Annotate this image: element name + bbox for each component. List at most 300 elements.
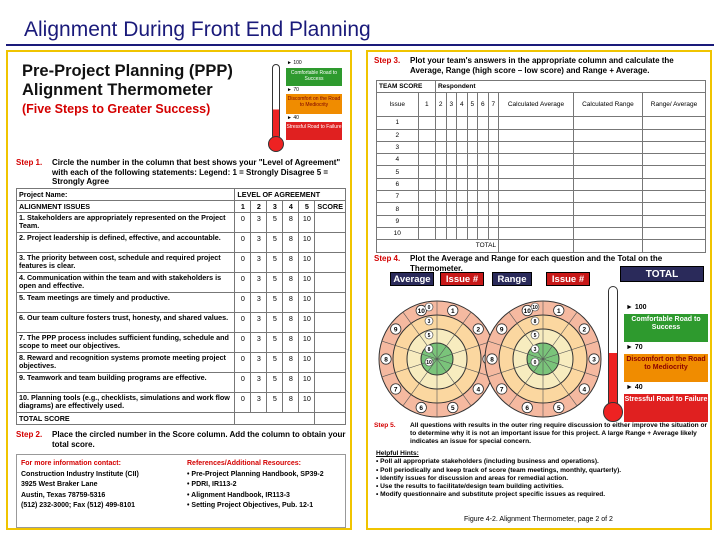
agreement-value[interactable]: 10 [299, 293, 315, 313]
agreement-value[interactable]: 10 [299, 353, 315, 373]
score-entry[interactable] [488, 154, 499, 166]
agreement-value[interactable]: 0 [235, 313, 251, 333]
mini-thermo-tick-70: ► 70 [287, 87, 299, 93]
score-entry[interactable] [643, 215, 706, 227]
score-cell[interactable] [315, 313, 346, 333]
score-entry[interactable] [446, 227, 457, 239]
issue-text: 3. The priority between cost, schedule and required project features is clear. [17, 253, 235, 273]
issues-header: ALIGNMENT ISSUES [17, 201, 235, 213]
agreement-value[interactable]: 8 [283, 313, 299, 333]
agreement-value[interactable]: 3 [251, 253, 267, 273]
score-entry[interactable] [488, 215, 499, 227]
mini-thermometer [264, 60, 342, 156]
score-entry[interactable] [467, 117, 478, 129]
issue-row [17, 293, 346, 313]
score-entry[interactable] [499, 129, 574, 141]
agreement-value[interactable]: 10 [299, 393, 315, 413]
slide-title: Alignment During Front End Planning [24, 18, 371, 41]
issue-marker-label: 8 [384, 356, 388, 364]
score-cell[interactable] [315, 393, 346, 413]
score-entry[interactable] [418, 129, 435, 141]
score-entry[interactable] [435, 191, 446, 203]
agreement-value[interactable]: 0 [235, 393, 251, 413]
score-entry[interactable] [478, 191, 489, 203]
score-entry[interactable] [499, 166, 574, 178]
score-entry[interactable] [435, 154, 446, 166]
score-row [377, 178, 706, 190]
agreement-value[interactable]: 3 [251, 213, 267, 233]
scale-marker-label: 10 [426, 360, 432, 366]
thermo-total-label: TOTAL [620, 266, 704, 282]
col-header: 4 [283, 201, 299, 213]
score-entry[interactable] [499, 203, 574, 215]
score-row-num: 5 [377, 166, 419, 178]
hint-item: • Use the results to facilitate/design team building activities. [376, 483, 564, 491]
score-cell[interactable] [315, 353, 346, 373]
agreement-value[interactable]: 0 [235, 253, 251, 273]
agreement-value[interactable]: 3 [251, 373, 267, 393]
score-row [377, 129, 706, 141]
agreement-value[interactable]: 3 [251, 353, 267, 373]
score-row [377, 203, 706, 215]
mini-thermo-tick-40: ► 40 [287, 115, 299, 121]
score-row [377, 154, 706, 166]
score-entry[interactable] [418, 215, 435, 227]
score-row [377, 166, 706, 178]
ppp-title-line1: Pre-Project Planning (PPP) [22, 62, 233, 80]
agreement-value[interactable]: 5 [267, 233, 283, 253]
references [187, 459, 345, 512]
score-entry[interactable] [418, 191, 435, 203]
issue-header: Issue [377, 93, 419, 117]
issue-marker-label: 7 [393, 386, 398, 394]
score-row-num: 6 [377, 178, 419, 190]
issue-row [17, 353, 346, 373]
issue-marker-label: 9 [499, 326, 504, 334]
score-entry[interactable] [418, 227, 435, 239]
issue-text: 5. Team meetings are timely and productive. [17, 293, 235, 313]
score-entry[interactable] [488, 191, 499, 203]
refs-head: References/Additional Resources: [187, 460, 301, 467]
score-entry[interactable] [457, 227, 468, 239]
score-entry[interactable] [478, 117, 489, 129]
figure-caption: Figure 4-2. Alignment Thermometer, page 2 of 2 [464, 516, 613, 523]
alignment-table [16, 188, 346, 425]
issue-marker-label: 5 [556, 404, 561, 412]
agreement-value[interactable]: 5 [267, 293, 283, 313]
step4-text: Plot the Average and Range for each question and the Total on the Thermometer. [410, 254, 663, 273]
score-entry[interactable] [446, 191, 457, 203]
score-entry[interactable] [467, 154, 478, 166]
agreement-value[interactable]: 8 [283, 273, 299, 293]
score-entry[interactable] [435, 203, 446, 215]
agreement-value[interactable]: 8 [283, 333, 299, 353]
score-total-cell[interactable] [573, 240, 642, 252]
step1-text: Circle the number in the column that best shows your "Level of Agreement" with each of the following statements: Legend: 1 = Strongly Disagree 5 = Strongly Agree [52, 158, 341, 186]
agreement-value[interactable]: 8 [283, 353, 299, 373]
step2 [16, 430, 346, 452]
agreement-value[interactable]: 3 [251, 293, 267, 313]
score-entry[interactable] [573, 203, 642, 215]
contact-head: For more information contact: [21, 460, 121, 467]
score-entry[interactable] [418, 178, 435, 190]
thermo-tick-70: ► 70 [626, 344, 643, 351]
title-divider [6, 44, 714, 46]
agreement-value[interactable]: 3 [251, 333, 267, 353]
agreement-value[interactable]: 0 [235, 213, 251, 233]
score-entry[interactable] [467, 141, 478, 153]
thermo-tick-40: ► 40 [626, 384, 643, 391]
contact-box [16, 454, 346, 528]
ppp-subtitle: (Five Steps to Greater Success) [22, 102, 211, 116]
step4 [374, 254, 708, 273]
score-entry[interactable] [446, 129, 457, 141]
scale-marker-label: 3 [427, 319, 431, 325]
agreement-value[interactable]: 3 [251, 313, 267, 333]
agreement-value[interactable]: 10 [299, 233, 315, 253]
score-entry[interactable] [573, 154, 642, 166]
score-entry[interactable] [467, 178, 478, 190]
step4-label: Step 4. [374, 254, 401, 263]
score-cell[interactable] [315, 293, 346, 313]
score-entry[interactable] [457, 141, 468, 153]
score-entry[interactable] [478, 166, 489, 178]
issue-text: 6. Our team culture fosters trust, honesty, and shared values. [17, 313, 235, 333]
score-entry[interactable] [467, 166, 478, 178]
score-entry[interactable] [643, 141, 706, 153]
agreement-value[interactable]: 0 [235, 233, 251, 253]
issue-marker-label: 4 [476, 386, 481, 394]
mini-thermo-stem [272, 64, 280, 140]
issue-text: 10. Planning tools (e.g., checklists, simulations and work flow diagrams) are effectively used. [17, 393, 235, 413]
score-entry[interactable] [418, 141, 435, 153]
score-entry[interactable] [643, 117, 706, 129]
score-entry[interactable] [446, 117, 457, 129]
respondent-label: Respondent [435, 81, 705, 93]
agreement-value[interactable]: 8 [283, 393, 299, 413]
agreement-value[interactable]: 5 [267, 273, 283, 293]
issue-legend-left: Issue # [440, 272, 484, 286]
score-entry[interactable] [478, 203, 489, 215]
page-left [6, 50, 352, 530]
issue-marker-label: 10 [417, 307, 425, 315]
step5-text: All questions with results in the outer ring require discussion to either improve the situation or to determine why it is not an important issue for this project. A large Range + Average likely indicates an issue for special concern. [410, 422, 708, 445]
issue-marker-label: 10 [523, 307, 531, 315]
respondent-col-header: 6 [478, 93, 489, 117]
issue-marker-label: 4 [582, 386, 587, 394]
score-entry[interactable] [446, 166, 457, 178]
average-legend: Average [390, 272, 434, 286]
contact-city: Austin, Texas 78759-5316 [21, 491, 106, 499]
score-entry[interactable] [573, 227, 642, 239]
score-entry[interactable] [457, 129, 468, 141]
score-row [377, 191, 706, 203]
team-score-table [376, 80, 706, 253]
agreement-value[interactable]: 0 [235, 353, 251, 373]
score-row [377, 141, 706, 153]
issue-marker-label: 7 [499, 386, 504, 394]
score-entry[interactable] [643, 178, 706, 190]
score-entry[interactable] [499, 227, 574, 239]
scale-marker-label: 8 [427, 347, 431, 353]
score-entry[interactable] [573, 178, 642, 190]
score-entry[interactable] [435, 117, 446, 129]
contact-org: Construction Industry Institute (CII) [21, 470, 139, 478]
score-row-num: 4 [377, 154, 419, 166]
issue-text: 4. Communication within the team and with stakeholders is open and effective. [17, 273, 235, 293]
agreement-value[interactable]: 0 [235, 293, 251, 313]
score-entry[interactable] [446, 154, 457, 166]
page-right [366, 50, 712, 530]
range-legend: Range [492, 272, 532, 286]
score-entry[interactable] [418, 203, 435, 215]
score-entry[interactable] [643, 154, 706, 166]
issue-marker-label: 2 [476, 326, 481, 334]
score-entry[interactable] [573, 166, 642, 178]
issue-text: 7. The PPP process includes sufficient funding, schedule and scope to meet our objectives. [17, 333, 235, 353]
score-cell[interactable] [315, 373, 346, 393]
issue-text: 8. Reward and recognition systems promote meeting project objectives. [17, 353, 235, 373]
agreement-value[interactable]: 0 [235, 273, 251, 293]
score-entry[interactable] [457, 178, 468, 190]
issue-rows [17, 213, 346, 413]
score-entry[interactable] [467, 227, 478, 239]
issue-marker-label: 6 [525, 404, 530, 412]
project-name-label[interactable]: Project Name: [17, 189, 235, 201]
calc-col-header: Calculated Range [573, 93, 642, 117]
col-header: 2 [251, 201, 267, 213]
score-entry[interactable] [478, 141, 489, 153]
score-row-num: 3 [377, 141, 419, 153]
score-entry[interactable] [478, 227, 489, 239]
score-entry[interactable] [478, 215, 489, 227]
score-entry[interactable] [573, 141, 642, 153]
thermo-seg-green: Comfortable Road to Success [624, 314, 708, 342]
ppp-title-line2: Alignment Thermometer [22, 81, 213, 99]
thermo-seg-red: Stressful Road to Failure [624, 394, 708, 422]
score-entry[interactable] [488, 166, 499, 178]
agreement-value[interactable]: 3 [251, 393, 267, 413]
score-row-num: 7 [377, 191, 419, 203]
score-entry[interactable] [478, 178, 489, 190]
score-entry[interactable] [478, 154, 489, 166]
score-entry[interactable] [418, 117, 435, 129]
hint-item: • Identify issues for discussion and areas for remedial action. [376, 474, 569, 482]
score-entry[interactable] [435, 178, 446, 190]
score-cell[interactable] [315, 253, 346, 273]
issue-row [17, 233, 346, 253]
score-total-cell[interactable] [643, 240, 706, 252]
scale-marker-label: 5 [427, 333, 431, 339]
score-entry[interactable] [457, 215, 468, 227]
score-entry[interactable] [643, 191, 706, 203]
col-header: 1 [235, 201, 251, 213]
step1 [16, 158, 346, 186]
score-cell[interactable] [315, 213, 346, 233]
score-entry[interactable] [457, 191, 468, 203]
step3 [374, 56, 708, 78]
score-row-num: 9 [377, 215, 419, 227]
agreement-value[interactable]: 10 [299, 253, 315, 273]
score-entry[interactable] [435, 215, 446, 227]
hint-item: • Modify questionnaire and substitute project specific issues as required. [376, 491, 606, 499]
score-entry[interactable] [643, 166, 706, 178]
score-entry[interactable] [467, 203, 478, 215]
score-entry[interactable] [499, 117, 574, 129]
agreement-value[interactable]: 5 [267, 393, 283, 413]
score-row [377, 215, 706, 227]
score-entry[interactable] [499, 191, 574, 203]
score-total-label: TOTAL [377, 240, 499, 252]
respondent-col-header: 7 [488, 93, 499, 117]
score-entry[interactable] [499, 141, 574, 153]
calc-col-header: Calculated Average [499, 93, 574, 117]
agreement-value[interactable]: 10 [299, 333, 315, 353]
agreement-value[interactable]: 5 [267, 353, 283, 373]
score-entry[interactable] [418, 154, 435, 166]
issue-marker-label: 1 [450, 307, 455, 315]
score-entry[interactable] [488, 227, 499, 239]
score-entry[interactable] [488, 203, 499, 215]
agreement-value[interactable]: 10 [299, 273, 315, 293]
score-entry[interactable] [573, 191, 642, 203]
score-entry[interactable] [457, 154, 468, 166]
score-header: SCORE [315, 201, 346, 213]
score-entry[interactable] [446, 215, 457, 227]
agreement-value[interactable]: 3 [251, 273, 267, 293]
team-score-label: TEAM SCORE [377, 81, 436, 93]
score-entry[interactable] [446, 178, 457, 190]
agreement-value[interactable]: 10 [299, 373, 315, 393]
thermo-tick-100: ► 100 [626, 304, 647, 311]
agreement-value[interactable]: 8 [283, 293, 299, 313]
scale-marker-label: 8 [533, 319, 537, 325]
score-row [377, 117, 706, 129]
agreement-value[interactable]: 8 [283, 253, 299, 273]
score-entry[interactable] [499, 178, 574, 190]
agreement-value[interactable]: 8 [283, 233, 299, 253]
ref-item: • Setting Project Objectives, Pub. 12-1 [187, 502, 314, 509]
score-row-num: 2 [377, 129, 419, 141]
agreement-value[interactable]: 10 [299, 213, 315, 233]
level-header: LEVEL OF AGREEMENT [235, 189, 346, 201]
issue-marker-label: 3 [592, 356, 596, 364]
scale-marker-label: 3 [533, 347, 537, 353]
step2-label: Step 2. [16, 430, 43, 439]
issue-marker-label: 2 [582, 326, 587, 334]
score-entry[interactable] [467, 215, 478, 227]
issue-row [17, 213, 346, 233]
score-total-cell[interactable] [499, 240, 574, 252]
mini-thermo-seg-orange: Discomfort on the Road to Mediocrity [286, 94, 342, 114]
score-header-row [377, 93, 706, 117]
score-entry[interactable] [446, 141, 457, 153]
score-row-num: 10 [377, 227, 419, 239]
score-entry[interactable] [418, 166, 435, 178]
score-entry[interactable] [499, 154, 574, 166]
score-entry[interactable] [488, 178, 499, 190]
agreement-value[interactable]: 5 [267, 333, 283, 353]
score-entry[interactable] [467, 129, 478, 141]
scale-marker-label: 0 [533, 360, 537, 366]
score-entry[interactable] [435, 166, 446, 178]
agreement-value[interactable]: 8 [283, 213, 299, 233]
score-entry[interactable] [467, 191, 478, 203]
agreement-value[interactable]: 0 [235, 373, 251, 393]
score-entry[interactable] [573, 117, 642, 129]
respondent-col-header: 3 [446, 93, 457, 117]
agreement-value[interactable]: 5 [267, 253, 283, 273]
agreement-value[interactable]: 8 [283, 373, 299, 393]
score-entry[interactable] [435, 129, 446, 141]
score-entry[interactable] [435, 141, 446, 153]
score-cell[interactable] [315, 233, 346, 253]
total-score-cell[interactable] [315, 413, 346, 425]
score-entry[interactable] [457, 117, 468, 129]
respondent-col-header: 1 [418, 93, 435, 117]
issue-marker-label: 6 [419, 404, 424, 412]
score-entry[interactable] [457, 166, 468, 178]
mini-thermo-tick-100: ► 100 [287, 60, 302, 66]
score-rows [377, 117, 706, 240]
hints-head: Helpful Hints: [376, 450, 419, 457]
score-entry[interactable] [573, 129, 642, 141]
issue-row [17, 393, 346, 413]
agreement-value[interactable]: 0 [235, 333, 251, 353]
step2-text: Place the circled number in the Score column. Add the column to obtain your total score. [52, 430, 346, 449]
thermo-stem [608, 286, 618, 408]
respondent-col-header: 2 [435, 93, 446, 117]
score-entry[interactable] [488, 129, 499, 141]
agreement-value[interactable]: 5 [267, 313, 283, 333]
score-entry[interactable] [488, 117, 499, 129]
total-score-label: TOTAL SCORE [17, 413, 235, 425]
issue-marker-label: 9 [393, 326, 398, 334]
total-thermometer [604, 266, 708, 424]
respondent-col-header: 5 [467, 93, 478, 117]
score-entry[interactable] [499, 215, 574, 227]
hint-item: • Poll all appropriate stakeholders (including business and operations). [376, 458, 599, 466]
issue-row [17, 273, 346, 293]
respondent-col-header: 4 [457, 93, 468, 117]
agreement-value[interactable]: 5 [267, 213, 283, 233]
score-entry[interactable] [457, 203, 468, 215]
score-cell[interactable] [315, 333, 346, 353]
ref-item: • Pre-Project Planning Handbook, SP39-2 [187, 470, 324, 478]
score-entry[interactable] [435, 227, 446, 239]
agreement-value[interactable]: 10 [299, 313, 315, 333]
contact-phone: (512) 232-3000; Fax (512) 499-8101 [21, 502, 136, 509]
score-entry[interactable] [488, 141, 499, 153]
score-entry[interactable] [643, 203, 706, 215]
thermo-seg-orange: Discomfort on the Road to Mediocrity [624, 354, 708, 382]
total-spacer [235, 413, 315, 425]
mini-thermo-bulb [268, 136, 284, 152]
score-entry[interactable] [573, 215, 642, 227]
col-header: 3 [267, 201, 283, 213]
score-entry[interactable] [446, 203, 457, 215]
step5 [374, 422, 708, 448]
contact-info [21, 459, 179, 512]
issue-text: 9. Teamwork and team building programs are effective. [17, 373, 235, 393]
agreement-value[interactable]: 3 [251, 233, 267, 253]
score-entry[interactable] [478, 129, 489, 141]
score-entry[interactable] [643, 227, 706, 239]
score-cell[interactable] [315, 273, 346, 293]
col-header: 5 [299, 201, 315, 213]
score-entry[interactable] [643, 129, 706, 141]
agreement-value[interactable]: 5 [267, 373, 283, 393]
